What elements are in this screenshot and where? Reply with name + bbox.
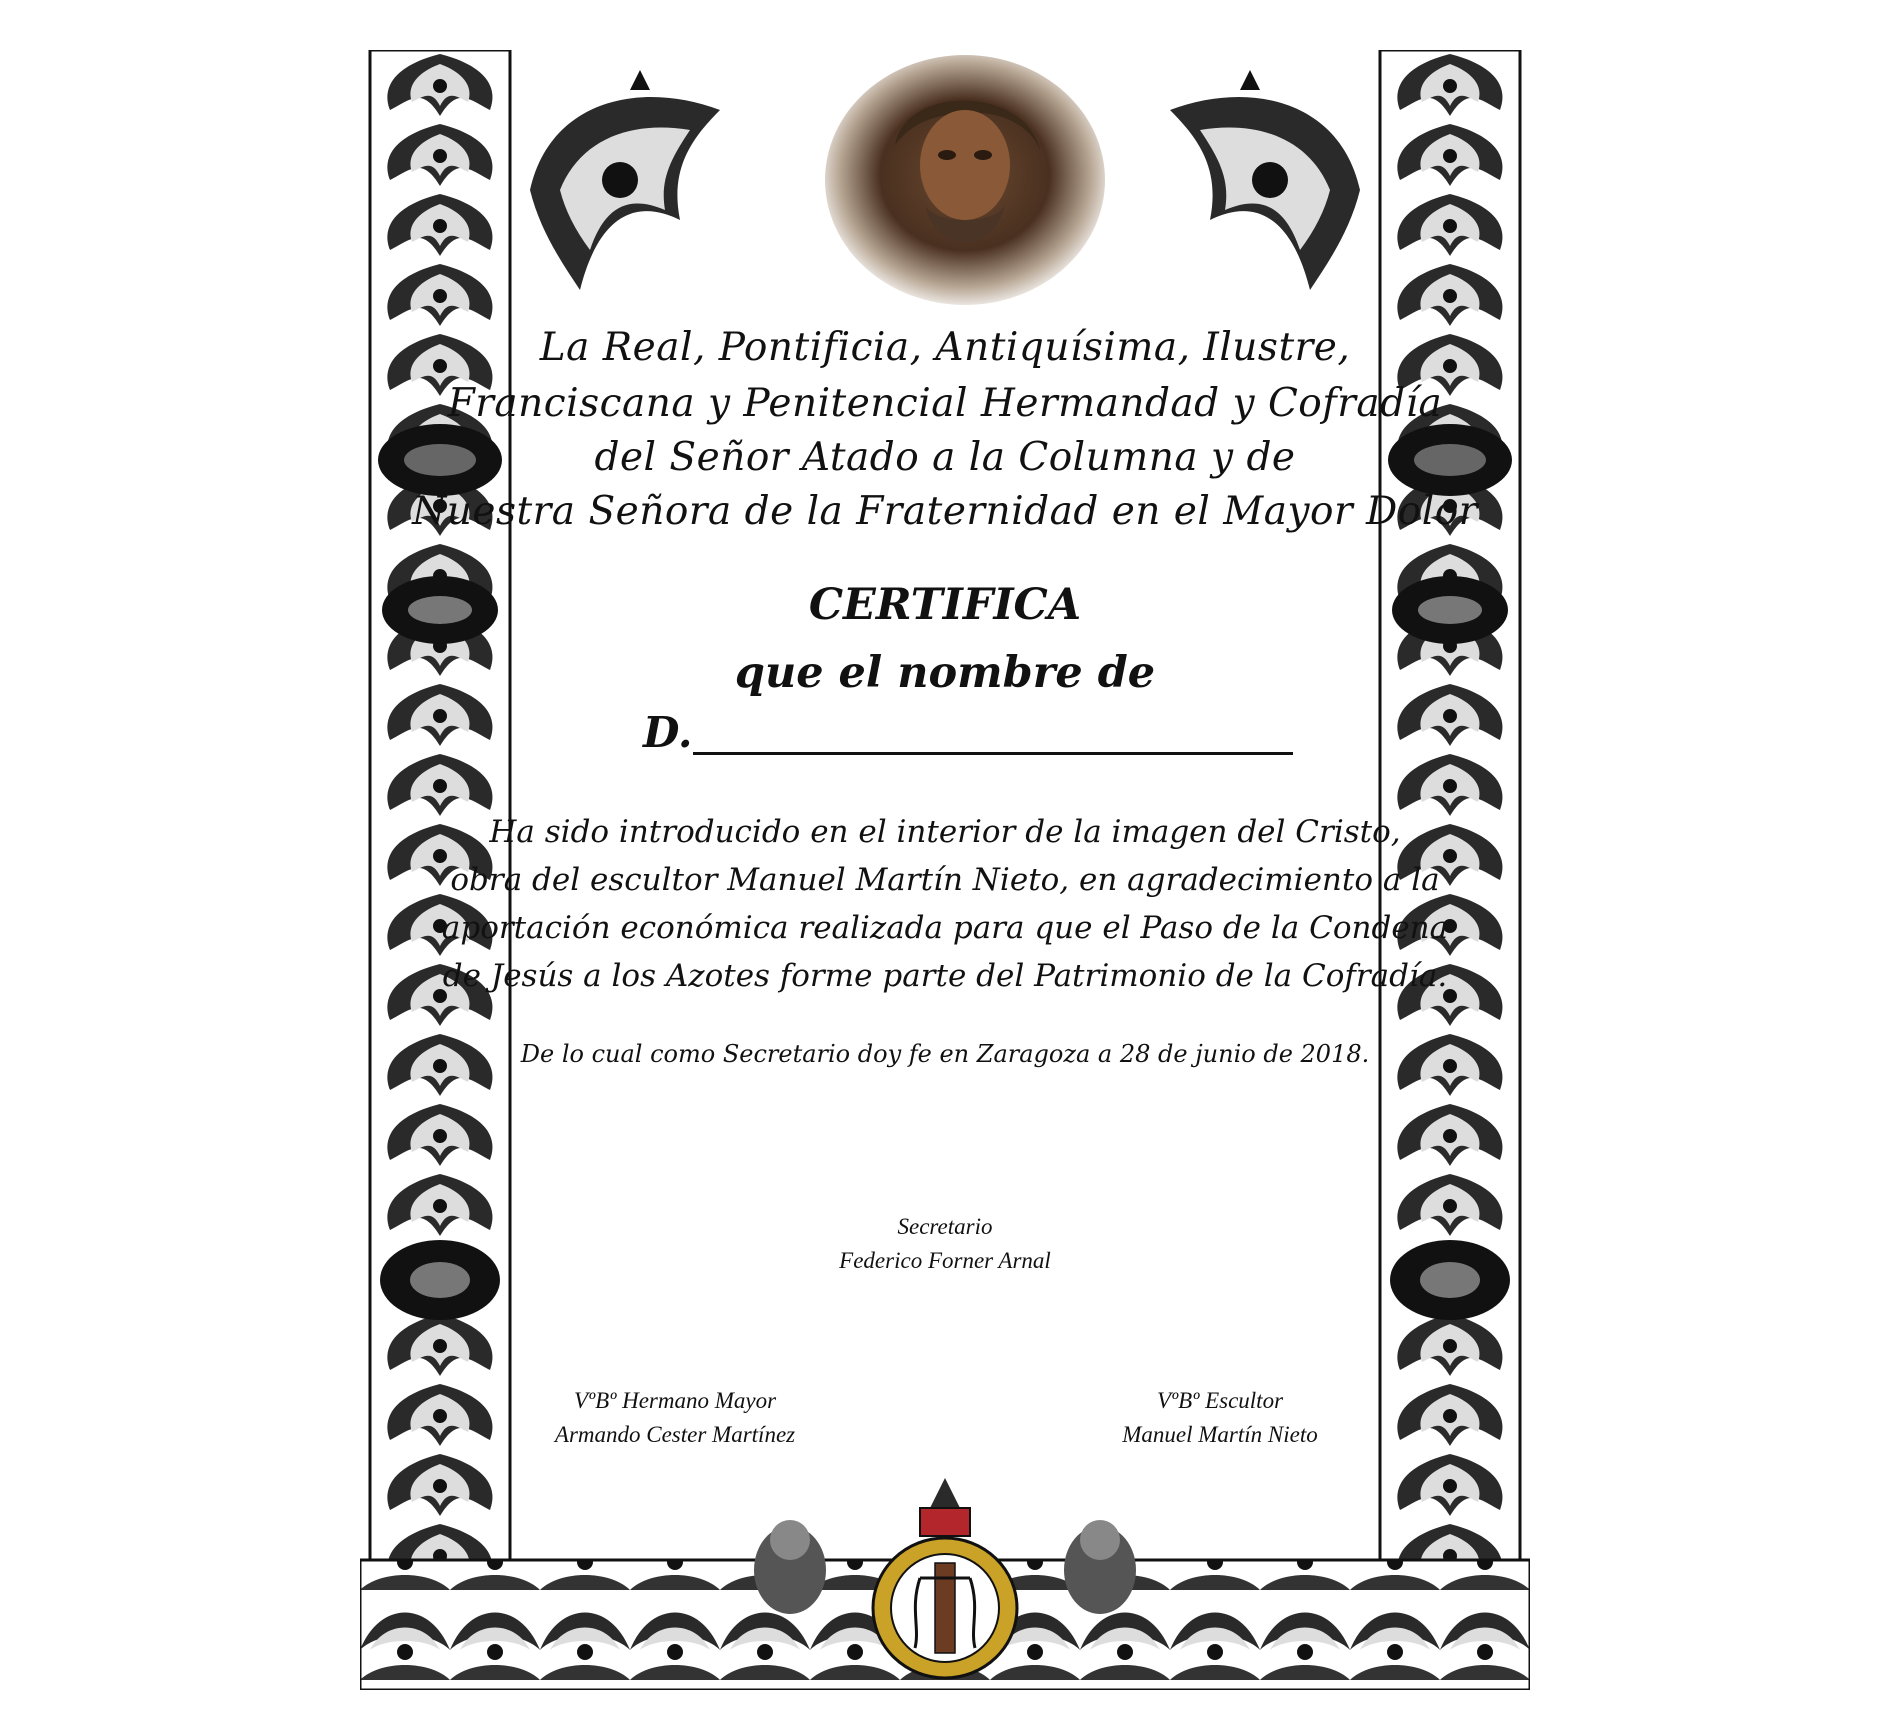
escultor-signature (1035, 1384, 1405, 1452)
brotherhood-shield-icon (860, 1478, 1030, 1688)
secretary-name: Federico Forner Arnal (839, 1248, 1051, 1273)
certificate-title: CERTIFICA (808, 580, 1082, 630)
name-prefix: D. (643, 708, 693, 757)
top-right-corner-ornament (1130, 70, 1370, 314)
top-left-corner-ornament (520, 70, 760, 314)
body-line-4: de Jesús a los Azotes forme parte del Patrimonio de la Cofradía. (442, 958, 1448, 994)
hermano-mayor-signature (490, 1384, 860, 1452)
secretary-role: Secretario (897, 1214, 993, 1239)
body-line-3: aportación económica realizada para que el Paso de la Condena (441, 910, 1449, 946)
escultor-name: Manuel Martín Nieto (1122, 1422, 1318, 1447)
body-line-2: obra del escultor Manuel Martín Nieto, en agradecimiento a la (450, 862, 1440, 898)
header-line-1: La Real, Pontificia, Antiquísima, Ilustre, (539, 325, 1351, 370)
christ-portrait (825, 55, 1105, 305)
header-line-3: del Señor Atado a la Columna y de (594, 435, 1296, 480)
closing-statement: De lo cual como Secretario doy fe en Zaragoza a 28 de junio de 2018. (520, 1040, 1370, 1068)
hermano-mayor-name: Armando Cester Martínez (554, 1422, 796, 1447)
body-line-1: Ha sido introducido en el interior de la imagen del Cristo, (489, 814, 1401, 850)
escultor-role: VºBº Escultor (1156, 1388, 1284, 1413)
header-line-2: Franciscana y Penitencial Hermandad y Cofradía (447, 381, 1443, 426)
header-line-4: Nuestra Señora de la Fraternidad en el Mayor Dolor (412, 489, 1478, 534)
name-underline (693, 752, 1293, 755)
hermano-mayor-role: VºBº Hermano Mayor (573, 1388, 777, 1413)
secretary-signature (745, 1210, 1145, 1278)
certificate-subtitle: que el nombre de (734, 648, 1156, 698)
